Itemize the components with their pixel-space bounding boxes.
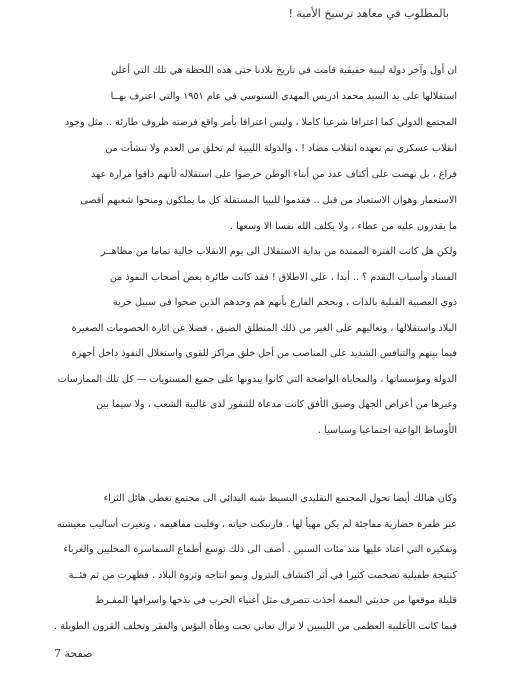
paragraph-line: ولكن هل كانت الفترة الممتدة من بداية الاستقلال الى يوم الانقلاب خالية تماما من مظاهــر xyxy=(100,246,457,257)
page-label: صفحة xyxy=(64,647,93,660)
paragraph-1 xyxy=(38,58,457,240)
paragraph-line: ان أول وآخر دولة ليبية حقيقية قامت في تاريخ بلادنا حتى هذه اللحظة هي تلك التي أعلن xyxy=(111,65,457,76)
paragraph-line: قليلة موقعها من حديثي النعمة أخذت تتصرف مثل أغنياء الحرب في بذخها واسرافها المفـرط xyxy=(95,595,457,606)
paragraph-line: المجتمع الدولي كما اعترافا شرعيا كاملا ، وليس اعترافا بأمر واقع فرضته ظروف طارئة .. مثل وجود xyxy=(64,117,457,128)
page-footer xyxy=(40,646,92,662)
paragraph-line: الاستعمار وهوان الاستعباد من قبل .. فقدموا لليبيا المستقلة كل ما يملكون ومنحوا شعبهم أقصى xyxy=(80,195,457,206)
paragraph-line: استقلالها على يد السيد محمد ادريس المهدي السنوسي في عام ١٩٥١ والتي اعترف بهــا xyxy=(110,91,457,102)
paragraph-line: فيما كانت الأغلبية العظمى من الليبيين لا تزال تعاني تحت وطأة البؤس والفقر وتخلف القرون الطويلة . xyxy=(54,620,457,632)
paragraph-3 xyxy=(38,486,457,639)
paragraph-line: ما يقدرون عليه من عطاء ، ولا يكلف الله نفسا الا وسعها . xyxy=(230,221,457,232)
page-number: 7 xyxy=(54,647,61,660)
paragraph-line: انقلاب عسكري تم تعهده انقلاب مضاد ! ، والدولة الليبية لم تخلق من العدم ولا تنشأت من xyxy=(105,143,457,154)
paragraph-line: البلاد واستقلالها ، وتعاليهم على الغير من ذلك المنطلق الضيق ، فضلا عن اثارة الخصومات الصغيرة xyxy=(71,322,457,334)
paragraph-line: وتفكيره التي اعتاد عليها منذ مئات السنين . أضف الى ذلك توسع أطماع السماسرة المحليين والغرباء xyxy=(63,544,457,555)
paragraph-line: وكان هنالك أيضا تحول المجتمع التقليدي البسيط شبه البدائي الى مجتمع تغطي هائل الثراء xyxy=(103,493,457,504)
paragraph-line: الدولة ومؤسساتها ، والمحاباة الواضحة التي كانوا يبدونها على جميع المستويات — كل تلك الممارسات xyxy=(57,373,457,385)
paragraph-line: الفساد وأسباب التقدم ؟ .. أبدا ، على الاطلاق ! فقد كانت طائرة بعض أصحاب النفوذ من xyxy=(109,271,457,283)
paragraph-line: عبر طفرة حضارية مفاجئة لم يكن مهيأ لها ، فارتبكت حياته ، وقلبت مفاهيمه ، وتغيرت أساليب معيشته xyxy=(56,518,457,530)
paragraph-line: وغيرها من أعراض الجهل وضيق الأفق كانت مدعاة للتنفور لدى غالبية الشعب ، ولا سيما بين xyxy=(96,399,457,410)
paragraph-line: كنتيجة طفيلية تضخمت كثيرا في أثر اكتشاف البترول ونمو انتاجه وثروة البلاد . فظهرت من ثم فئــة xyxy=(68,569,457,581)
paragraph-2 xyxy=(38,239,457,443)
paragraph-line: فراغ ، بل نهضت على أكتاف عدد من أبناء الوطن حرصوا على استقلاله لأنهم ذاقوا مرارة عهد xyxy=(91,169,457,180)
paragraph-line: ذوي العصبية القبلية بالذات ، وبحجم الفارغ بأنهم هم وحدهم الذين ضحوا في سبيل حرية xyxy=(112,297,457,308)
header-text: بالمطلوب في معاهد ترسيخ الأمية ! xyxy=(288,7,449,20)
paragraph-line: الأوساط الواعية اجتماعيا وسياسيا . xyxy=(317,424,457,436)
paragraph-line: فيما بينهم والتنافس الشديد على المناصب من أجل خلق مراكز للقوى واستغلال النفوذ داخل أجهزة xyxy=(71,348,457,359)
